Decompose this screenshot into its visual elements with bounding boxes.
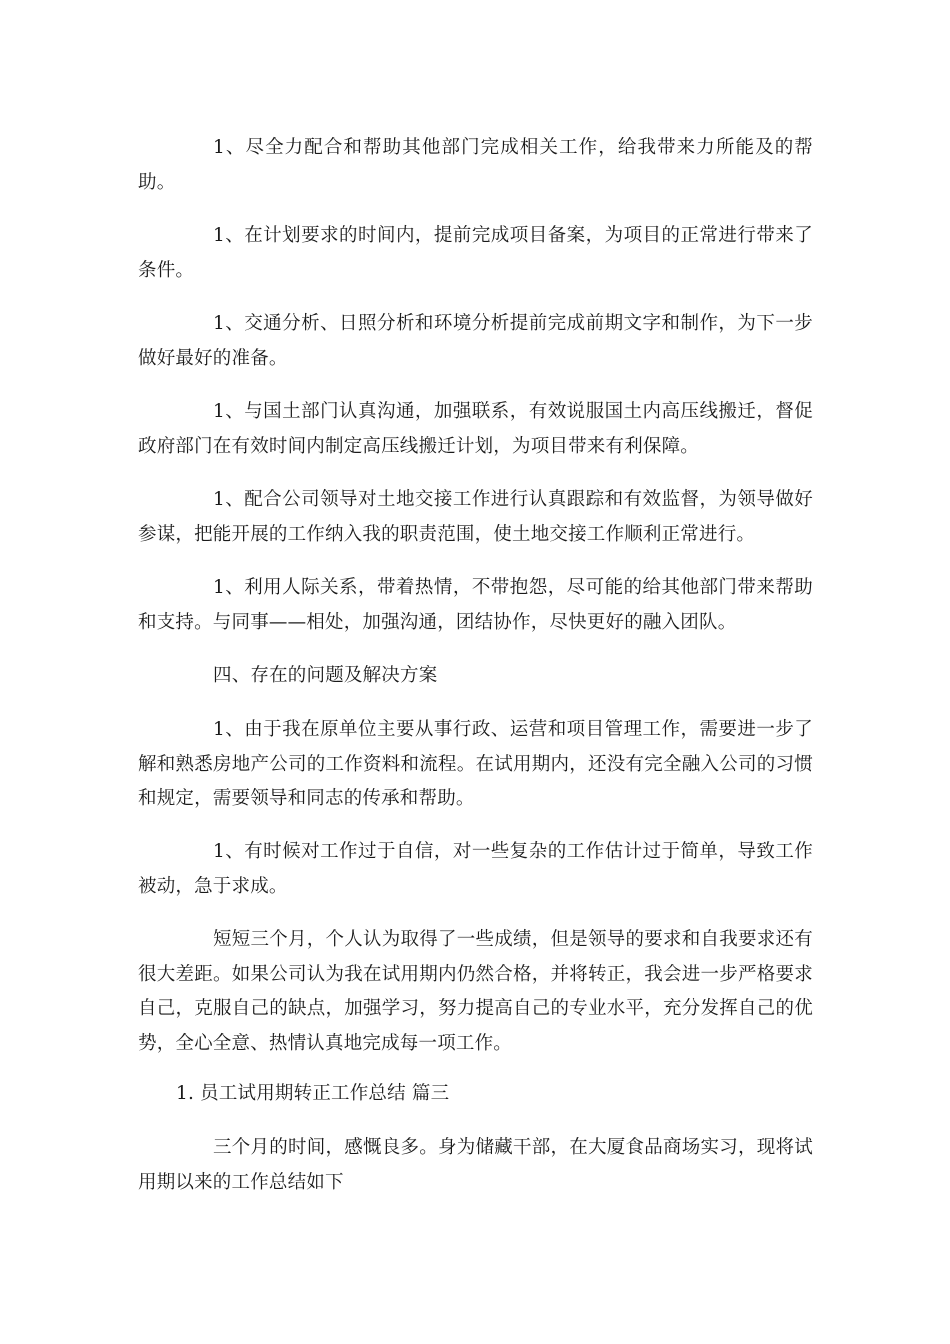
paragraph-problem-confidence: 1、有时候对工作过于自信，对一些复杂的工作估计过于简单，导致工作被动，急于求成。 xyxy=(138,841,813,897)
paragraph-problem-experience: 1、由于我在原单位主要从事行政、运营和项目管理工作，需要进一步了解和熟悉房地产公司的工作资料和流程。在试用期内，还没有完全融入公司的习惯和规定，需要领导和同志的传承和帮助。 xyxy=(138,719,813,809)
paragraph-conclusion: 短短三个月，个人认为取得了一些成绩，但是领导的要求和自我要求还有很大差距。如果公司认为我在试用期内仍然合格，并将转正，我会进一步严格要求自己，克服自己的缺点，加强学习，努力提高自己的专业水平，充分发挥自己的优势，全心全意、热情认真地完成每一项工作。 xyxy=(138,929,813,1054)
article-title: 1. 员工试用期转正工作总结 篇三 xyxy=(176,1083,450,1104)
paragraph-cooperation: 1、尽全力配合和帮助其他部门完成相关工作，给我带来力所能及的帮助。 xyxy=(138,137,813,193)
paragraph-relationships: 1、利用人际关系，带着热情，不带抱怨，尽可能的给其他部门带来帮助和支持。与同事——相处，加强沟通，团结协作，尽快更好的融入团队。 xyxy=(138,577,813,633)
paragraph-land-handover: 1、配合公司领导对土地交接工作进行认真跟踪和有效监督，为领导做好参谋，把能开展的工作纳入我的职责范围，使土地交接工作顺利正常进行。 xyxy=(138,489,813,545)
section-heading: 四、存在的问题及解决方案 xyxy=(213,665,438,686)
paragraph-article-intro: 三个月的时间，感慨良多。身为储藏干部，在大厦食品商场实习，现将试用期以来的工作总结如下 xyxy=(138,1137,813,1193)
paragraph-analysis: 1、交通分析、日照分析和环境分析提前完成前期文字和制作，为下一步做好最好的准备。 xyxy=(138,313,813,369)
paragraph-project-filing: 1、在计划要求的时间内，提前完成项目备案，为项目的正常进行带来了条件。 xyxy=(138,225,813,281)
paragraph-land-department: 1、与国土部门认真沟通，加强联系，有效说服国土内高压线搬迁，督促政府部门在有效时间内制定高压线搬迁计划，为项目带来有利保障。 xyxy=(138,401,813,457)
